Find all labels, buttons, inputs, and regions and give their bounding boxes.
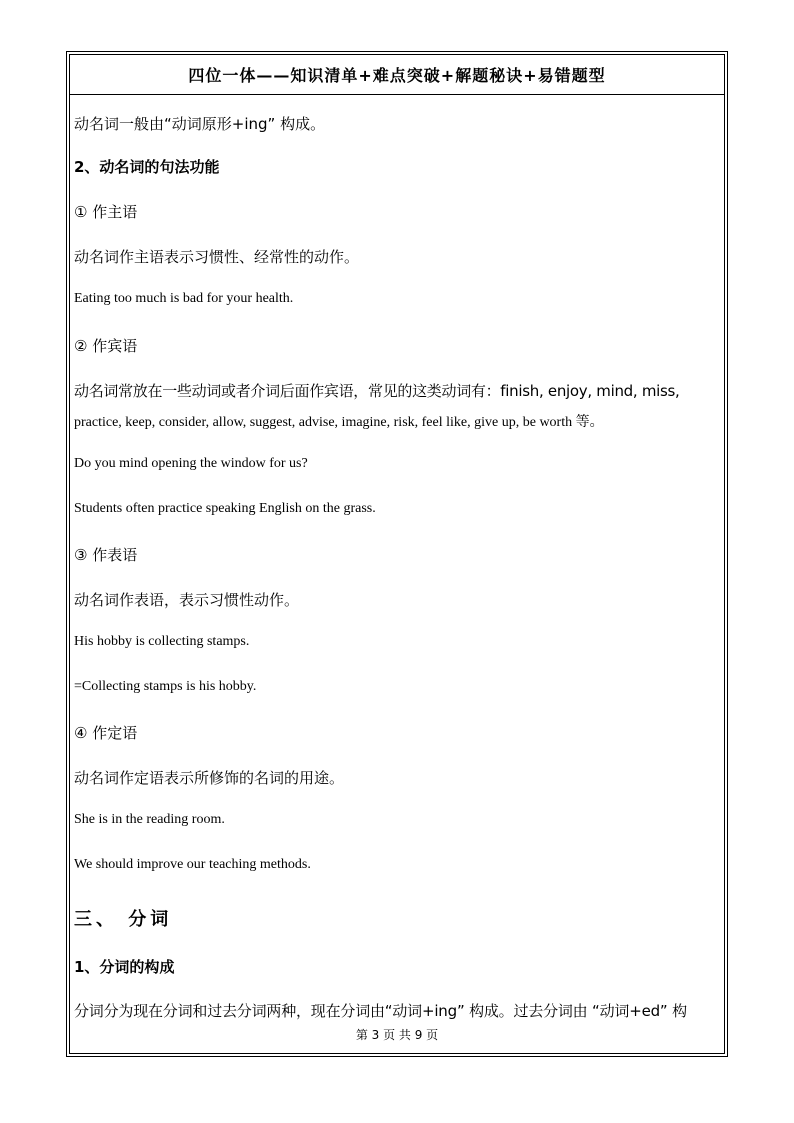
page-inner-frame [69,54,725,1054]
text-line: 动名词常放在一些动词或者介词后面作宾语，常见的这类动词有：finish, enjoy, mind, miss, [74,382,680,400]
section-heading: 1、分词的构成 [74,958,175,976]
page-frame [66,51,728,1057]
text-line: 动名词作表语，表示习惯性动作。 [74,591,300,609]
example-line: We should improve our teaching methods. [74,857,311,872]
text-line: 动名词一般由“动词原形+ing” 构成。 [74,115,326,133]
page-number: 第 3 页 共 9 页 [355,1028,439,1042]
example-line: =Collecting stamps is his hobby. [74,679,257,694]
page-header: 四位一体——知识清单+难点突破+解题秘诀+易错题型 [70,55,724,95]
text-line: 动名词作主语表示习惯性、经常性的动作。 [74,248,360,266]
sub-heading: ① 作主语 [74,203,138,221]
example-line: His hobby is collecting stamps. [74,634,250,649]
text-line: practice, keep, consider, allow, suggest, advise, imagine, risk, feel like, give up, be worth 等。 [74,415,604,430]
text-line: 动名词作定语表示所修饰的名词的用途。 [74,769,345,787]
chapter-heading: 三、 分词 [74,909,173,930]
sub-heading: ③ 作表语 [74,546,138,564]
example-line: She is in the reading room. [74,812,225,827]
example-line: Students often practice speaking English on the grass. [74,501,376,516]
sub-heading: ④ 作定语 [74,724,138,742]
text-line: 分词分为现在分词和过去分词两种，现在分词由“动词+ing” 构成。过去分词由 “动词+ed” 构 [74,1002,687,1020]
example-line: Do you mind opening the window for us? [74,456,308,471]
example-line: Eating too much is bad for your health. [74,291,294,306]
section-heading: 2、动名词的句法功能 [74,158,220,176]
sub-heading: ② 作宾语 [74,337,138,355]
